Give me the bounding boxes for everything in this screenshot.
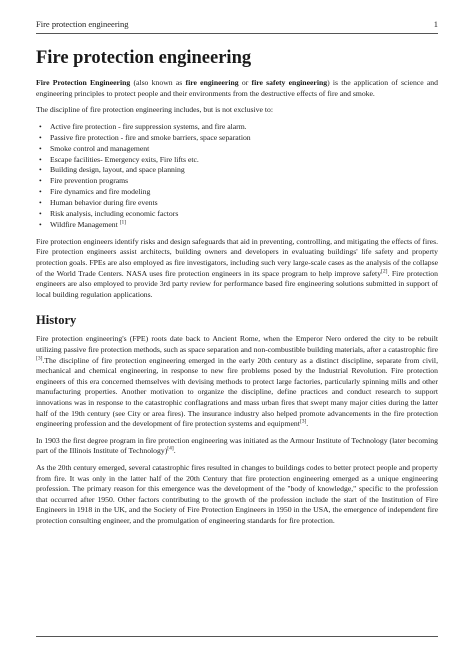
- running-header-title: Fire protection engineering: [36, 19, 129, 29]
- bullet-icon: •: [39, 132, 42, 142]
- list-item: • Fire prevention programs: [39, 176, 129, 186]
- section-heading-history: History: [36, 313, 77, 328]
- bullet-icon: •: [39, 176, 42, 186]
- article-title: Fire protection engineering: [36, 48, 252, 68]
- bullet-icon: •: [39, 154, 42, 164]
- bullet-icon: •: [39, 143, 42, 153]
- bullet-icon: •: [39, 121, 42, 131]
- citation-link[interactable]: [3]: [36, 355, 43, 362]
- intro-alt-term-1: fire engineering: [185, 78, 239, 87]
- list-item: • Fire dynamics and fire modeling: [39, 187, 151, 197]
- list-item: • Escape facilities- Emergency exits, Fire lifts etc.: [39, 154, 199, 164]
- discipline-list: [36, 122, 438, 231]
- bullet-icon: •: [39, 219, 42, 229]
- list-item: • Active fire protection - fire suppression systems, and fire alarm.: [39, 121, 247, 131]
- intro-term: Fire Protection Engineering: [36, 78, 131, 87]
- article-body: [36, 47, 438, 533]
- citation-link[interactable]: [3]: [299, 418, 307, 425]
- intro-paragraph: Fire Protection Engineering (also known as fire engineering or fire safety engineering) is the application of science and engineering principles to protect people and their environments from the destructive effects of fire and smoke.: [36, 78, 438, 98]
- list-item: • Wildfire Management [1]: [39, 219, 127, 229]
- bullet-icon: •: [39, 198, 42, 208]
- list-item: • Risk analysis, including economic factors: [39, 209, 179, 219]
- list-item: • Human behavior during fire events: [39, 198, 158, 208]
- header-rule: [36, 33, 438, 34]
- bullet-icon: •: [39, 165, 42, 175]
- discipline-intro: The discipline of fire protection engineering includes, but is not exclusive to:: [36, 105, 273, 115]
- intro-alt-term-2: fire safety engineering: [251, 78, 328, 87]
- bullet-icon: •: [39, 187, 42, 197]
- list-item: • Building design, layout, and space planning: [39, 165, 185, 175]
- history-paragraph-1: Fire protection engineering's (FPE) roots date back to Ancient Rome, when the Emperor Nero ordered the city to be rebuilt utilizing passive fire protection methods, such as space separation and non-combustible building materials, after a catastrophic fire [3].The discipline of fire protection engineering emerged in the early 20th century as a distinct discipline, separate from civil, mechanical and chemical engineering, in response to new fire problems posed by the Industrial Revolution. Fire protection engineers of this era concerned themselves with devising methods to protect large factories, particularly spinning mills and other manufacturing properties. Another motivation to organize the discipline, define practices and conduct research to support innovations was in response to the catastrophic conflagrations and mass urban fires that swept many major cities during the latter half of the 19th century (see City or area fires). The insurance industry also helped promote advancements in the fire protection engineering profession and the development of fire protection systems and equipment[3].: [36, 334, 438, 429]
- list-item: • Smoke control and management: [39, 143, 150, 153]
- list-item: • Passive fire protection - fire and smoke barriers, space separation: [39, 132, 251, 142]
- citation-link[interactable]: [4]: [167, 445, 174, 452]
- page-number: 1: [433, 19, 438, 29]
- running-header: [36, 18, 438, 31]
- citation-link[interactable]: [2]: [381, 268, 388, 275]
- engineers-paragraph: Fire protection engineers identify risks and design safeguards that aid in preventing, controlling, and mitigating the effects of fires. Fire protection engineers assist architects, building owners and developers in evaluating buildings' life safety and property protection goals. FPEs are also employed as fire investigators, including such very large-scale cases as the analysis of the collapse of the World Trade Centers. NASA uses fire protection engineers in its space program to help improve safety[2]. Fire protection engineers are also employed to provide 3rd party review for performance based fire engineering solutions submitted in support of local building regulation applications.: [36, 236, 438, 299]
- citation-link[interactable]: [1]: [119, 219, 127, 226]
- history-paragraph-2: In 1903 the first degree program in fire protection engineering was initiated as the Armour Institute of Technology (later becoming part of the Illinois Institute of Technology)[4].: [36, 435, 438, 456]
- footer-rule: [36, 636, 438, 637]
- history-paragraph-3: As the 20th century emerged, several catastrophic fires resulted in changes to buildings codes to better protect people and property from fire. It was only in the latter half of the 20th Century that fire protection engineering emerged as a unique engineering profession. The primary reason for this emergence was the development of the "body of knowledge," specific to the profession that occurred after 1950. Other factors contributing to the growth of the profession include the start of the Institution of Fire Engineers in 1918 in the UK, and the Society of Fire Protection Engineers in 1950 in the USA, the emergence of independent fire protection consulting engineer, and the promulgation of engineering standards for fire protection.: [36, 462, 438, 525]
- bullet-icon: •: [39, 209, 42, 219]
